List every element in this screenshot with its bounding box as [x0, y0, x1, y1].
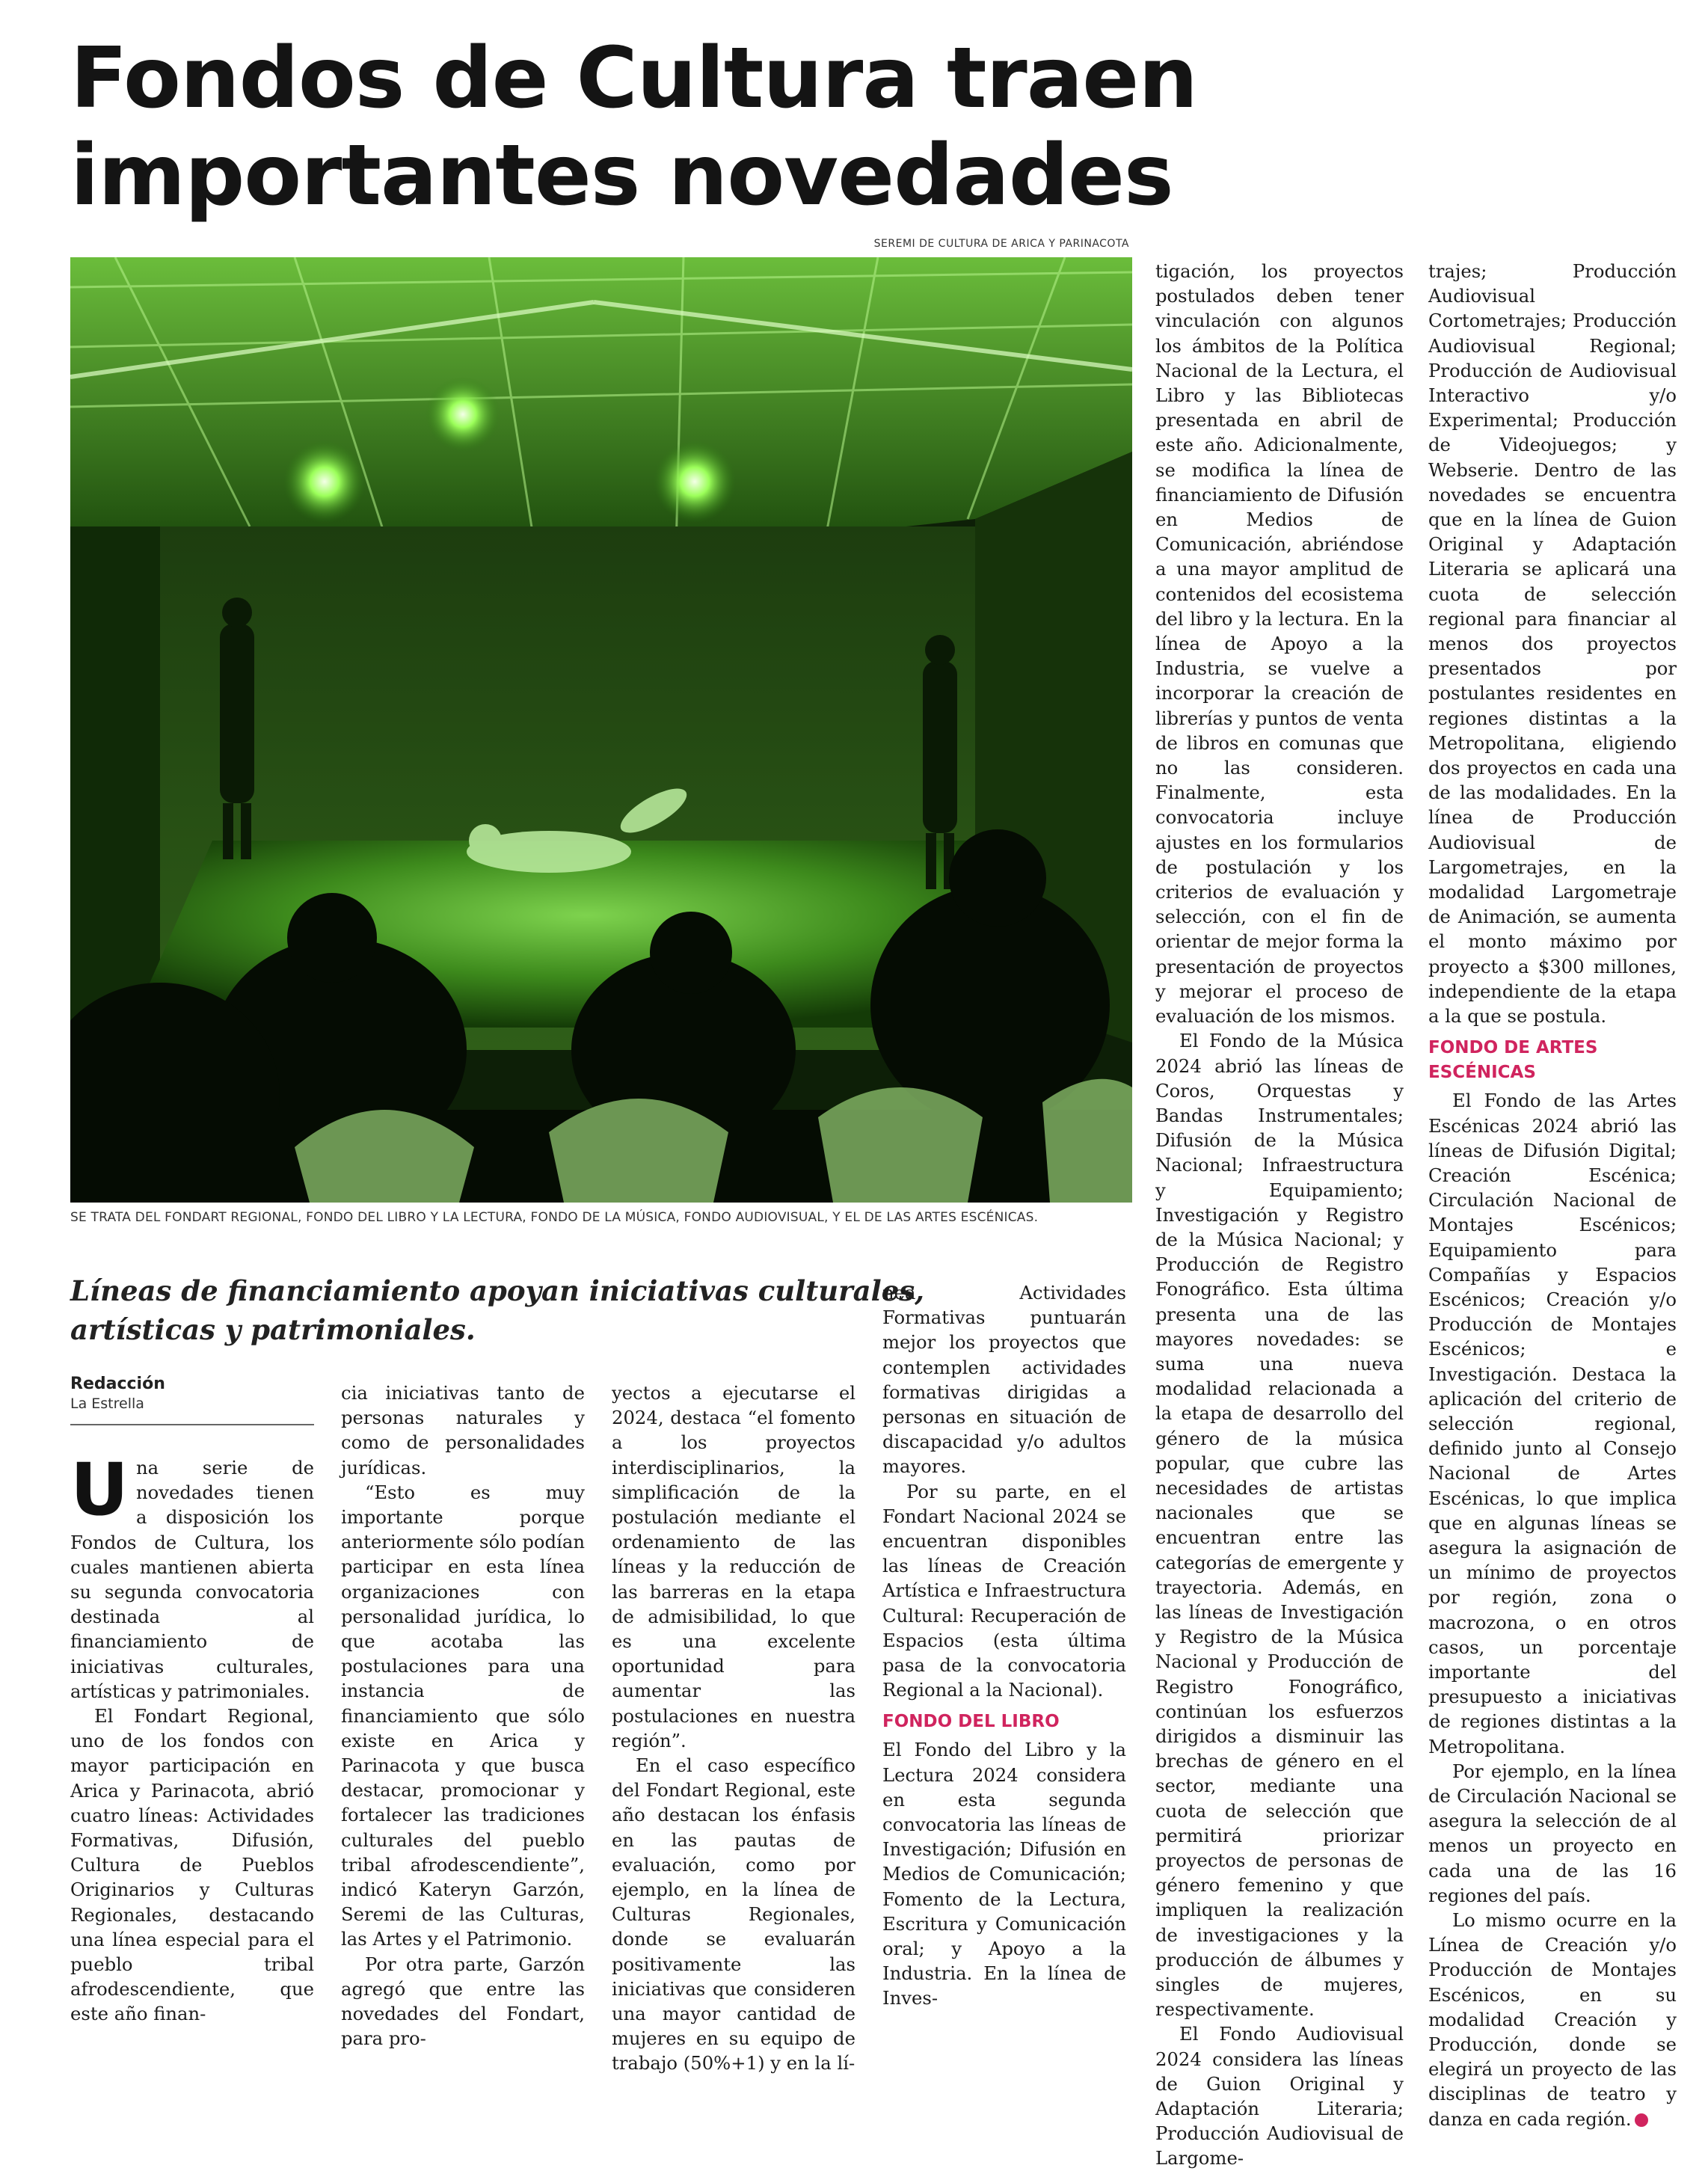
article-paragraph: “Esto es muy importante porque anteriormente sólo podían participar en esta línea organizaciones con personalidad jurídica, lo que acotaba las postulaciones para una instancia de financiamiento que sólo existe en Arica y Parinacota y que busca destacar, promocionar y fortalecer las tradiciones culturales del pueblo tribal afrodescendiente”, indicó Kateryn Garzón, Seremi de las Culturas, las Artes y el Patrimonio.: [341, 1481, 585, 1950]
subheading-fondo-libro: FONDO DEL LIBRO: [882, 1712, 1060, 1732]
article-column-1: [70, 1448, 314, 2027]
article-column-3: [612, 1381, 855, 2076]
article-paragraph: El Fondo de las Artes Escénicas 2024 abrió las líneas de Difusión Digital; Creación Escénica; Circulación Nacional de Montajes Escénicos; Equipamiento para Compañías y Espacios Escénicos; Creación y/o Producción de Montajes Escénicos; e Investigación. Destaca la aplicación del criterio de selección regional, definido junto al Consejo Nacional de Artes Escénicas, lo que implica que en algunas líneas se asegura la asignación de un mínimo de proyectos por región, zona o macrozona, o en otros casos, un porcentaje importante del presupuesto a iniciativas de regiones distintas a la Metropolitana.: [1428, 1090, 1677, 1757]
article-column-6: [1428, 259, 1677, 2131]
article-paragraph: El Fondo Audiovisual 2024 considera las líneas de Guion Original y Adaptación Literaria; Producción Audiovisual de Largome-: [1155, 2023, 1404, 2170]
paragraph-text: Lo mismo ocurre en la Línea de Creación y/o Producción de Montajes Escénicos, en su modalidad Creación y Producción, donde se elegirá un proyecto de las disciplinas de teatro y danza en cada región.: [1428, 1909, 1677, 2130]
byline-divider: [70, 1424, 314, 1425]
deck: [70, 1271, 924, 1349]
article-paragraph: tigación, los proyectos postulados deben tener vinculación con algunos los ámbitos de la Política Nacional de la Lectura, el Libro y las Bibliotecas presentada en abril de este año. Adicionalmente, se modifica la línea de financiamiento de Difusión en Medios de Comunicación, abriéndose a una mayor amplitud de contenidos del ecosistema del libro y la lectura. En la línea de Apoyo a la Industria, se vuelve a incorporar la creación de librerías y puntos de venta de libros en comunas que no las consideren. Finalmente, esta convocatoria incluye ajustes en los formularios de postulación y los criterios de evaluación y selección, con el fin de orientar de mejor forma la presentación de proyectos y mejorar el proceso de evaluación de los mismos.: [1155, 260, 1404, 1028]
photo-credit: SEREMI DE CULTURA DE ARICA Y PARINACOTA: [873, 238, 1129, 250]
article-paragraph: El Fondart Regional, uno de los fondos con mayor participación en Arica y Parinacota, abrió cuatro líneas: Actividades Formativas, Difusión, Cultura de Pueblos Originarios y Culturas Regionales, destacando una línea especial para el pueblo tribal afrodescendiente, que este año finan-: [70, 1705, 314, 2025]
deck-line-2: artísticas y patrimoniales.: [70, 1313, 476, 1346]
article-paragraph: Por ejemplo, en la línea de Circulación Nacional se asegura la selección de al menos un proyecto en cada una de las 16 regiones del país.: [1428, 1760, 1677, 1906]
article-paragraph: cia iniciativas tanto de personas naturales y como de personalidades jurídicas.: [341, 1382, 585, 1478]
headline-line-1: Fondos de Cultura traen: [70, 30, 1197, 127]
article-paragraph: Por su parte, en el Fondart Nacional 2024 se encuentran disponibles las líneas de Creación Artística e Infraestructura Cultural: Recuperación de Espacios (esta última pasa de la convocatoria Regional a la Nacional).: [882, 1480, 1126, 1701]
drop-cap: U: [70, 1448, 129, 1532]
paragraph-text: na serie de novedades tienen a disposición los Fondos de Cultura, los cuales mantienen abierta su segunda convocatoria destinada al financiamiento de iniciativas culturales, artísticas y patrimoniales.: [70, 1457, 314, 1702]
headline: [70, 30, 1197, 224]
deck-line-1: Líneas de financiamiento apoyan iniciativas culturales,: [70, 1274, 924, 1307]
article-paragraph: nea Actividades Formativas puntuarán mejor los proyectos que contemplen actividades formativas dirigidas a personas en situación de discapacidad y/o adultos mayores.: [882, 1282, 1126, 1478]
article-paragraph: yectos a ejecutarse el 2024, destaca “el fomento a los proyectos interdisciplinarios, la simplificación de la postulación mediante el ordenamiento de las líneas y la reducción de las barreras en la etapa de admisibilidad, lo que es una excelente oportunidad para aumentar las postulaciones en nuestra región”.: [612, 1382, 855, 1751]
headline-line-2: importantes novedades: [70, 127, 1173, 224]
article-paragraph: Por otra parte, Garzón agregó que entre las novedades del Fondart, para pro-: [341, 1953, 585, 2050]
stage-photo: [70, 257, 1132, 1203]
article-column-2: [341, 1381, 585, 2051]
article-paragraph: [70, 1448, 314, 1704]
article-column-5: [1155, 259, 1404, 2171]
article-paragraph: El Fondo del Libro y la Lectura 2024 considera en esta segunda convocatoria las líneas de Investigación; Difusión en Medios de Comunicación; Fomento de la Lectura, Escritura y Comunicación oral; y Apoyo a la Industria. En la línea de Inves-: [882, 1739, 1126, 2009]
article-paragraph: En el caso específico del Fondart Regional, este año destacan los énfasis en las pautas de evaluación, como por ejemplo, en la línea de Culturas Regionales, donde se evaluarán positivamente las iniciativas que consideren una mayor cantidad de mujeres en su equipo de trabajo (50%+1) y en la lí-: [612, 1754, 855, 2075]
subheading-fondo-artes-escenicas: FONDO DE ARTES ESCÉNICAS: [1428, 1038, 1598, 1083]
article-paragraph: trajes; Producción Audiovisual Cortometrajes; Producción Audiovisual Regional; Producción de Audiovisual Interactivo y/o Experimental; Producción de Videojuegos; y Webserie. Dentro de las novedades se encuentra que en la línea de Guion Original y Adaptación Literaria se aplicará una cuota de selección regional para financiar al menos dos proyectos presentados por postulantes residentes en regiones distintas a la Metropolitana, eligiendo dos proyectos en cada una de las modalidades. En la línea de Producción Audiovisual de Largometrajes, en la modalidad Largometraje de Animación, se aumenta el monto máximo por proyecto a $300 millones, independiente de la etapa a la que se postula.: [1428, 260, 1677, 1028]
byline-publication: La Estrella: [70, 1395, 144, 1412]
article-paragraph: El Fondo de la Música 2024 abrió las líneas de Coros, Orquestas y Bandas Instrumentales; Difusión de la Música Nacional; Infraestructura y Equipamiento; Investigación y Registro de la Música Nacional; y Producción de Registro Fonográfico. Esta última presenta una de las mayores novedades: se suma una nueva modalidad relacionada a la etapa de desarrollo del género de la música popular, que cubre las necesidades de artistas nacionales que se encuentran entre las categorías de emergente y trayectoria. Además, en las líneas de Investigación y Registro de la Música Nacional y Producción de Registro Fonográfico, continúan los esfuerzos dirigidos a disminuir las brechas de género en el sector, mediante una cuota de selección que permitirá priorizar proyectos de personas de género femenino y que impliquen la realización de investigaciones y la producción de álbumes y singles de mujeres, respectivamente.: [1155, 1030, 1404, 2021]
end-mark-icon: [1635, 2113, 1648, 2127]
article-paragraph: [1428, 1908, 1677, 2131]
byline-author: Redacción: [70, 1375, 165, 1393]
article-column-4: [882, 1280, 1126, 2011]
photo-caption: SE TRATA DEL FONDART REGIONAL, FONDO DEL LIBRO Y LA LECTURA, FONDO DE LA MÚSICA, FONDO AUDIOVISUAL, Y EL DE LAS ARTES ESCÉNICAS.: [70, 1210, 1039, 1225]
